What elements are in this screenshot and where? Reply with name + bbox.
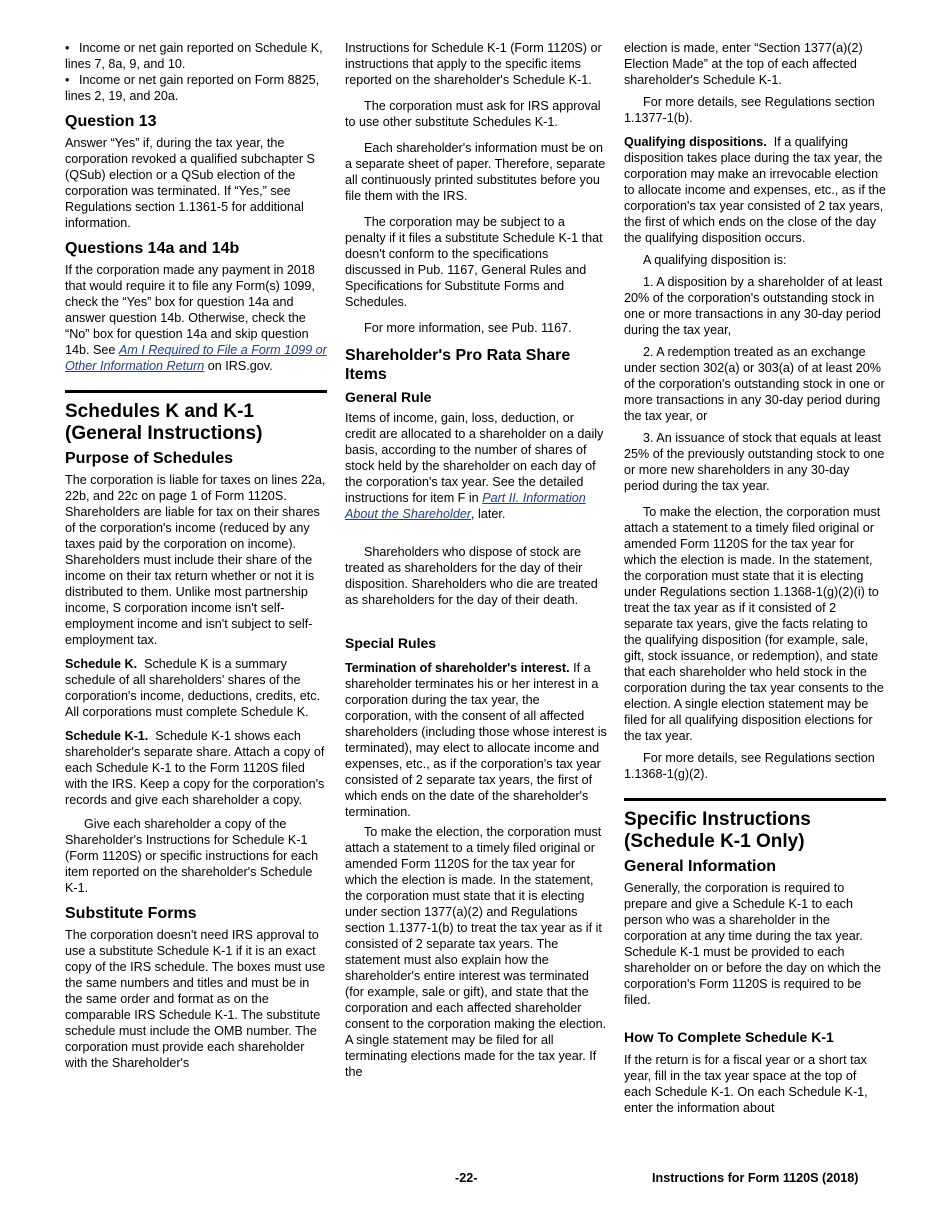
qualifying-dispositions-paragraph: Qualifying dispositions. If a qualifying disposition takes place during the tax year, the corporation may make an irrevocable election to allocate income and expenses, etc., as if the corporation's tax year consisted of 2 tax years, the first of which ends on the close of the day the qualifying disposition occurs. (624, 135, 886, 245)
qualifying-disposition-intro: A qualifying disposition is: (643, 253, 787, 267)
column-3 (624, 40, 886, 1124)
specific-instructions-heading: Specific Instructions (Schedule K-1 Only) (624, 809, 811, 852)
pro-rata-heading: Shareholder's Pro Rata Share Items (345, 347, 571, 383)
part-ii-link[interactable]: Part II. Information About the Shareholder (345, 491, 586, 521)
substitute-forms-text: The corporation doesn't need IRS approval to use a substitute Schedule K-1 if it is an exact copy of the IRS schedule. The boxes must use the same numbers and titles and must be in the same order and format as on the comparable IRS Schedule K-1. The substitute schedule must include the OMB number. The corporation must provide each shareholder with the Shareholder's (65, 928, 326, 1070)
page-number: -22- (455, 1171, 478, 1185)
termination-paragraph: Termination of shareholder's interest. If a shareholder terminates his or her interest in a corporation during the tax year, the corporation, with the consent of all affected shareholders (including those whose interest is terminated), may elect to allocate income and expenses, etc., as if the corporation's tax year consisted of 2 separate tax years, the first of which ends on the date of the shareholder's termination. (345, 661, 607, 819)
schedule-k-paragraph: Schedule K. Schedule K is a summary schedule of all shareholders' shares of the corporation's income, deductions, credits, etc. All corporations must complete Schedule K. (65, 657, 321, 719)
list-item: 3. An issuance of stock that equals at least 25% of the previously outstanding stock to one or more new shareholders in any 30-day period during the tax year. (624, 431, 885, 493)
column-2 (345, 40, 607, 1088)
general-rule-text: Items of income, gain, loss, deduction, or credit are allocated to a shareholder on a daily basis, according to the number of shares of stock held by the shareholder on each day of the corporation's tax year. See the detailed instructions for item F in Part II. Information About the Shareholder, later. (345, 411, 604, 521)
question-14-heading: Questions 14a and 14b (65, 240, 240, 257)
question-13-heading: Question 13 (65, 113, 157, 130)
column-1 (65, 40, 327, 1079)
bullet-item: • Income or net gain reported on Schedule K, lines 7, 8a, 9, and 10. (65, 41, 323, 71)
list-item: 1. A disposition by a shareholder of at least 20% of the corporation's outstanding stock in one or more transactions in any 30-day period during the tax year, (624, 275, 883, 337)
form-1099-link[interactable]: Am I Required to File a Form 1099 or Other Information Return (65, 343, 327, 373)
separate-sheet-text: Each shareholder's information must be on a separate sheet of paper. Therefore, separate all continuously printed substitutes before you file them with the IRS. (345, 141, 606, 203)
continued-text: Instructions for Schedule K-1 (Form 1120S) or instructions that apply to the specific items reported on the shareholder's Schedule K-1. (345, 41, 602, 87)
general-information-heading: General Information (624, 858, 777, 875)
details-text: For more details, see Regulations section 1.1377-1(b). (624, 95, 875, 125)
make-election-text: To make the election, the corporation must attach a statement to a timely filed original or amended Form 1120S for the tax year for which the election is made. In the statement, the corporation must state that it is electing under Regulations section 1.1368-1(g)(2)(i) to treat the tax year as if it consisted of 2 separate tax years, give the facts relating to the qualifying disposition (for example, sale, gift, stock issuance, or redemption), and state that each shareholder who held stock in the corporation during the tax year consents to the election. A single election statement may be filed for all qualifying disposition elections for the tax year. (624, 505, 884, 743)
ask-approval-text: The corporation must ask for IRS approval to use other substitute Schedules K-1. (345, 99, 601, 129)
question-13-text: Answer “Yes” if, during the tax year, the corporation revoked a qualified subchapter S (QSub) election or a QSub election of the corporation was terminated. If “Yes,” see Regulations section 1.1361-5 for additional information. (65, 136, 315, 230)
bullet-icon: • (65, 41, 70, 55)
schedules-heading: Schedules K and K-1 (General Instructions) (65, 401, 263, 444)
general-rule-heading: General Rule (345, 389, 432, 405)
bullet-icon: • (65, 73, 70, 87)
bullet-item: • Income or net gain reported on Form 8825, lines 2, 19, and 20a. (65, 73, 320, 103)
how-to-complete-heading: How To Complete Schedule K-1 (624, 1029, 834, 1045)
list-item: 2. A redemption treated as an exchange under section 302(a) or 303(a) of at least 20% of the corporation's outstanding stock in one or more transactions in any 30-day period during the tax year, or (624, 345, 885, 423)
make-election-text: To make the election, the corporation must attach a statement to a timely filed original or amended Form 1120S for the tax year for which the election is made. In the statement, the corporation must state that it is electing under section 1377(a)(2) and Regulations section 1.1377-1(b) to treat the tax year as if it consisted of 2 separate tax years. The statement must also explain how the shareholder's entire interest was terminated (for example, sale or gift), and state that the corporation and each affected shareholder consent to the corporation making the election. A single statement may be filed for all terminating elections made for the tax year. If the (345, 825, 607, 1079)
details-2-text: For more details, see Regulations section 1.1368-1(g)(2). (624, 751, 875, 781)
continued-text: election is made, enter “Section 1377(a)(2) Election Made” at the top of each affected shareholder's Schedule K-1. (624, 41, 863, 87)
more-info-text: For more information, see Pub. 1167. (364, 321, 572, 335)
section-divider (65, 390, 327, 393)
dispose-text: Shareholders who dispose of stock are treated as shareholders for the day of their disposition. Shareholders who die are treated as shareholders for the day of their death. (345, 545, 598, 607)
section-divider (624, 798, 886, 801)
penalty-text: The corporation may be subject to a penalty if it files a substitute Schedule K-1 that doesn't conform to the specifications discussed in Pub. 1167, General Rules and Specifications for Substitute Forms and Schedules. (345, 215, 603, 309)
question-14-text: If the corporation made any payment in 2018 that would require it to file any Form(s) 1099, check the “Yes” box for question 14a and answer question 14b. Otherwise, check the “No” box for question 14a and skip question 14b. See Am I Required to File a Form 1099 or Other Information Return on IRS.gov. (65, 263, 327, 373)
general-information-text: Generally, the corporation is required to prepare and give a Schedule K-1 to each person who was a shareholder in the corporation at any time during the tax year. Schedule K-1 must be provided to each shareholder on or before the day on which the corporation's Form 1120S is required to be filed. (624, 881, 881, 1007)
footer-title: Instructions for Form 1120S (2018) (652, 1171, 859, 1185)
special-rules-heading: Special Rules (345, 635, 437, 651)
purpose-heading: Purpose of Schedules (65, 450, 234, 467)
schedule-k1-paragraph: Schedule K-1. Schedule K-1 shows each shareholder's separate share. Attach a copy of each Schedule K-1 to the Form 1120S filed with the IRS. Keep a copy for the corporation's records and give each shareholder a copy. (65, 729, 325, 807)
purpose-text: The corporation is liable for taxes on lines 22a, 22b, and 22c on page 1 of Form 1120S. Shareholders are liable for tax on their shares of the corporation's income (reduced by any taxes paid by the corporation on income). Shareholders must include their share of the income on their tax return whether or not it is distributed to them. Unlike most partnership income, S corporation income isn't self-employment income and isn't subject to self-employment tax. (65, 473, 326, 647)
give-copy-text: Give each shareholder a copy of the Shareholder's Instructions for Schedule K-1 (Form 1120S) or specific instructions for each item reported on the shareholder's Schedule K-1. (65, 817, 319, 895)
substitute-forms-heading: Substitute Forms (65, 905, 197, 922)
how-to-complete-text: If the return is for a fiscal year or a short tax year, fill in the tax year space at the top of each Schedule K-1. On each Schedule K-1, enter the information about (624, 1053, 868, 1115)
